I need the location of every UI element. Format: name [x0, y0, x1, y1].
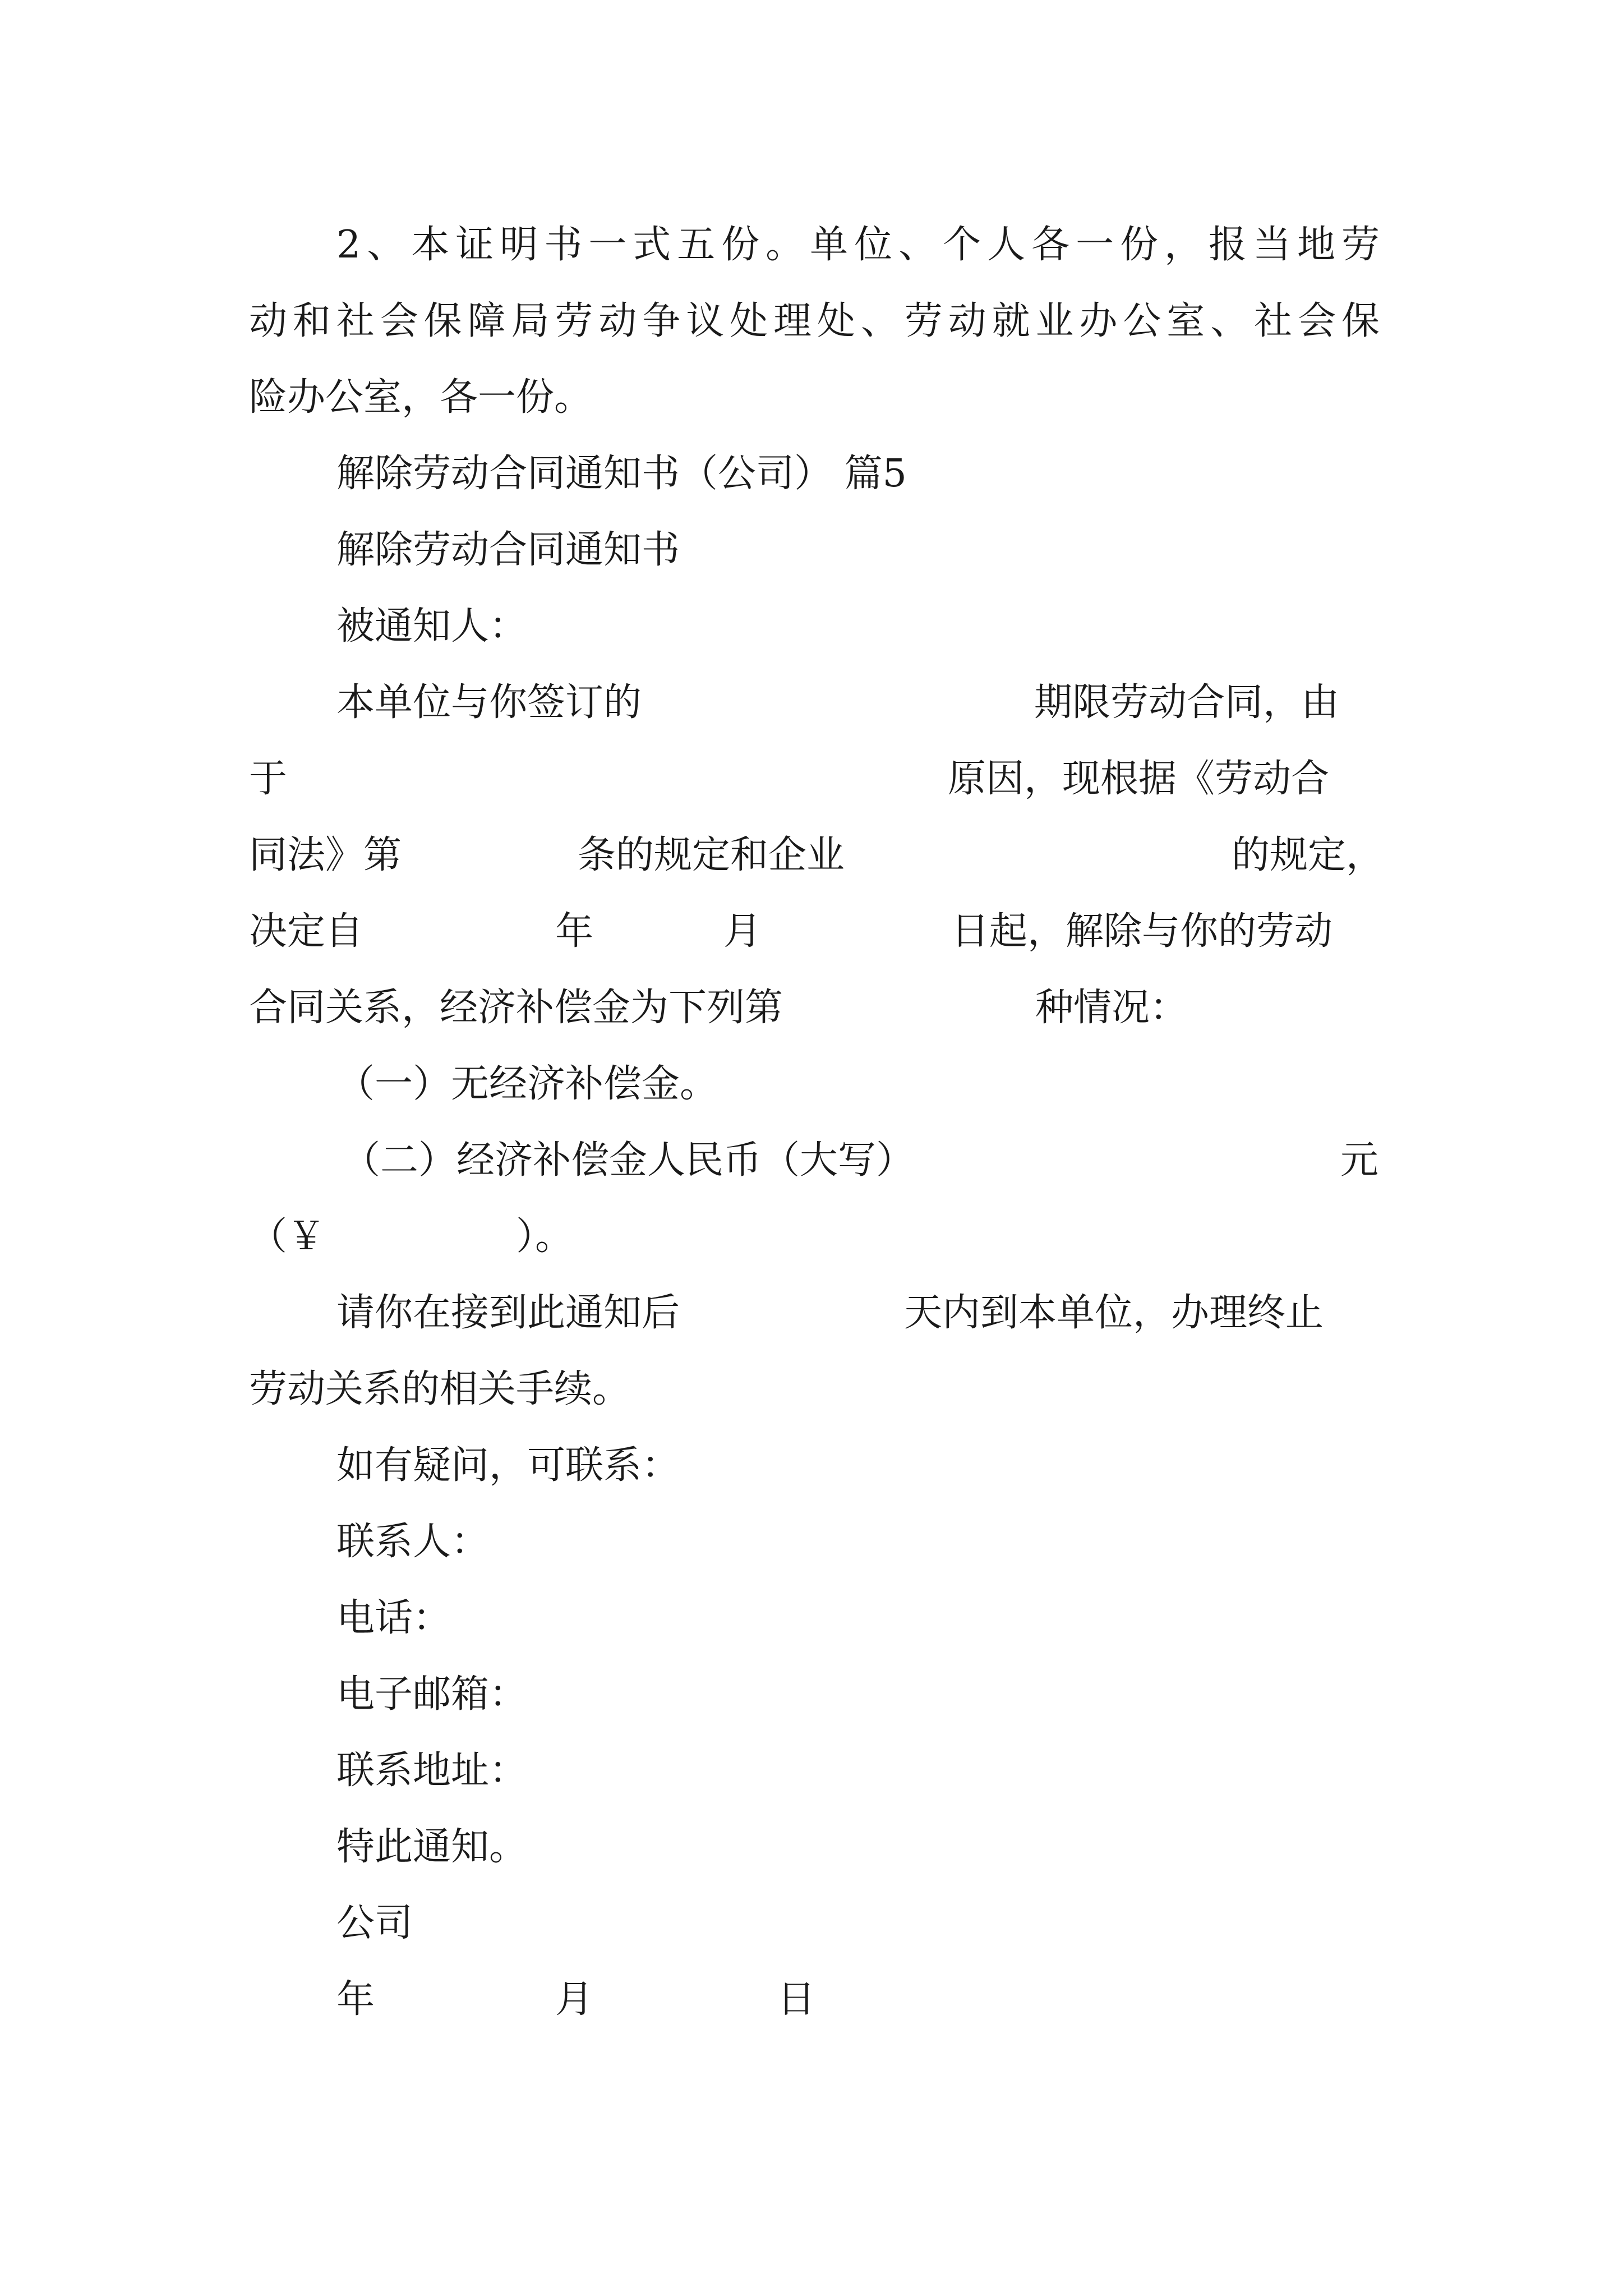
email-label: 电子邮箱：: [336, 1672, 528, 1717]
body-text: 的规定，: [1232, 833, 1385, 877]
addressee-label: 被通知人：: [336, 604, 528, 648]
option-text: （二）经济补偿金人民币（大写）: [342, 1138, 915, 1182]
body-text: 原因，现根据《劳动合: [948, 757, 1330, 801]
body-text: 决定自: [249, 909, 364, 954]
body-text: 条的规定和企业: [578, 833, 845, 877]
option-1: （一）无经济补偿金。: [336, 1062, 718, 1106]
instruction-text: 天内到本单位，办理终止: [904, 1291, 1324, 1335]
option-text: ）。: [516, 1214, 574, 1259]
address-label: 联系地址：: [336, 1749, 528, 1793]
company-label: 公司: [336, 1901, 413, 1945]
body-text: 同法》第: [249, 833, 402, 877]
date-year: 年: [336, 1977, 375, 2022]
body-text: 月: [723, 909, 762, 954]
body-text: 期限劳动合同，由: [1034, 680, 1340, 725]
body-text: 合同关系，经济补偿金为下列第: [249, 986, 783, 1030]
body-text: 种情况：: [1035, 986, 1188, 1030]
option-text: 元: [1340, 1138, 1379, 1182]
notice-title: 解除劳动合同通知书: [336, 528, 680, 572]
text-line: 2、本证明书一式五份。单位、个人各一份，报当地劳: [336, 223, 1380, 267]
instruction-line-2: 劳动关系的相关手续。: [249, 1367, 631, 1411]
body-text: 于: [249, 757, 288, 801]
option-text: （￥: [249, 1214, 326, 1259]
section-heading: 解除劳动合同通知书（公司） 篇5: [336, 452, 907, 496]
phone-label: 电话：: [336, 1596, 451, 1640]
body-text: 年: [555, 909, 594, 954]
contact-person-label: 联系人：: [336, 1520, 490, 1564]
instruction-text: 请你在接到此通知后: [336, 1291, 680, 1335]
contact-intro: 如有疑问，可联系：: [336, 1443, 680, 1488]
closing-text: 特此通知。: [336, 1825, 528, 1869]
body-text: 日起，解除与你的劳动: [951, 909, 1333, 954]
date-month: 月: [555, 1977, 594, 2022]
date-day: 日: [777, 1977, 816, 2022]
text-line: 险办公室，各一份。: [249, 375, 593, 420]
text-line: 动和社会保障局劳动争议处理处、劳动就业办公室、社会保: [249, 299, 1380, 343]
body-text: 本单位与你签订的: [336, 680, 642, 725]
